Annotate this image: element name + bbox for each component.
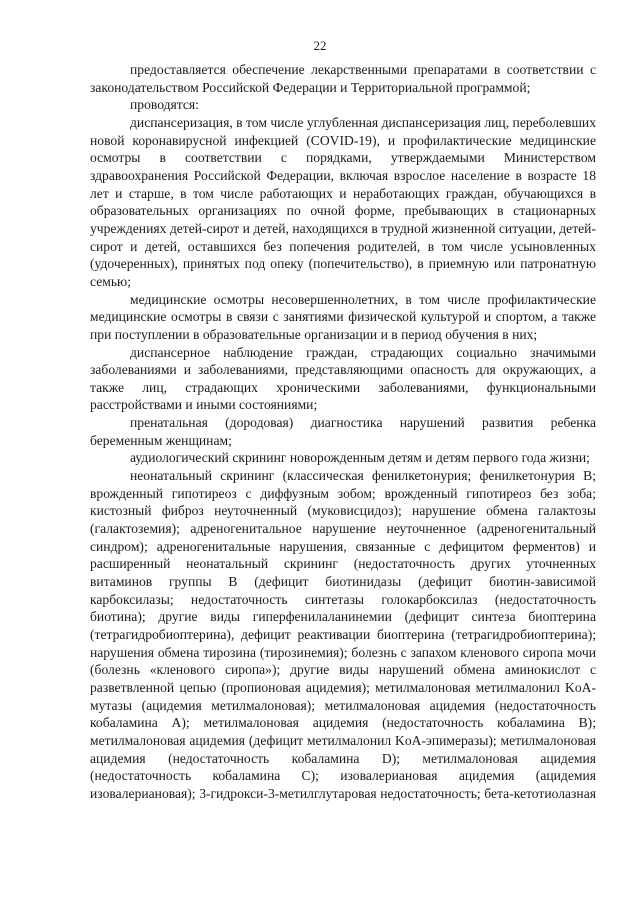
page-number: 22 [313, 38, 327, 53]
document-body [90, 61, 596, 803]
paragraph-audiological-screening: аудиологический скрининг новорожденным детям и детям первого года жизни; [130, 450, 590, 466]
paragraph-dispensary-observation: диспансерное наблюдение граждан, страдающих социально значимыми заболеваниями и заболеваниями, представляющими опасность для окружающих, а также лиц, страдающих хроническими заболеваниями, функциональными расстройствами и иными состояниями; [90, 344, 596, 413]
paragraph-neonatal-screening: неонатальный скрининг (классическая фенилкетонурия; фенилкетонурия B; врожденный гипотиреоз с диффузным зобом; врожденный гипотиреоз без зоба; кистозный фиброз неуточненный (муковисцидоз); нарушение обмена галактозы (галактоземия); адреногенитальное нарушение неуточненное (адреногенитальный синдром); адреногенитальные нарушения, связанные с дефицитом ферментов) и расширенный неонатальный скрининг (недостаточность других уточненных витаминов группы B (дефицит биотинидазы (дефицит биотин-зависимой карбоксилазы; недостаточность синтетазы голокарбоксилаз (недостаточность биотина); другие виды гиперфенилаланинемии (дефицит синтеза биоптерина (тетрагидробиоптерина), дефицит реактивации биоптерина (тетрагидробиоптерина); нарушения обмена тирозина (тирозинемия); болезнь с запахом кленового сиропа мочи (болезнь «кленового сиропа»); другие виды нарушений обмена аминокислот с разветвленной цепью (пропионовая ацидемия); метилмалоновая метилмалонил KoA-мутазы (ацидемия метилмалоновая); метилмалоновая ацидемия (недостаточность кобаламина A); метилмалоновая ацидемия (недостаточность кобаламина B); метилмалоновая ацидемия (дефицит метилмалонил KoA-эпимеразы); метилмалоновая ацидемия (недостаточность кобаламина D); метилмалоновая ацидемия (недостаточность кобаламина C); изовалериановая ацидемия (ацидемия изовалериановая); 3-гидрокси-3-метилглутаровая недостаточность; бета-кетотиолазная [90, 468, 596, 801]
paragraph-dispensarization: диспансеризация, в том числе углубленная диспансеризация лиц, переболевших новой коронавирусной инфекцией (COVID-19), и профилактические медицинские осмотры в соответствии с порядками, утверждаемыми Министерством здравоохранения Российской Федерации, включая взрослое население в возрасте 18 лет и старше, в том числе работающих и неработающих граждан, обучающихся в образовательных организациях по очной форме, пребывающих в стационарных учреждениях детей-сирот и детей, находящихся в трудной жизненной ситуации, детей-сирот и детей, оставшихся без попечения родителей, в том числе усыновленных (удочеренных), принятых под опеку (попечительство), в приемную или патронатную семью; [90, 114, 596, 289]
paragraph-medicines: предоставляется обеспечение лекарственными препаратами в соответствии с законодательством Российской Федерации и Территориальной программой; [90, 62, 596, 95]
paragraph-prenatal-diagnostics: пренатальная (дородовая) диагностика нарушений развития ребенка беременным женщинам; [90, 415, 596, 448]
paragraph-conducted: проводятся: [130, 97, 199, 113]
paragraph-minors-examinations: медицинские осмотры несовершеннолетних, в том числе профилактические медицинские осмотры в связи с занятиями физической культурой и спортом, а также при поступлении в образовательные организации и в период обучения в них; [90, 291, 596, 342]
